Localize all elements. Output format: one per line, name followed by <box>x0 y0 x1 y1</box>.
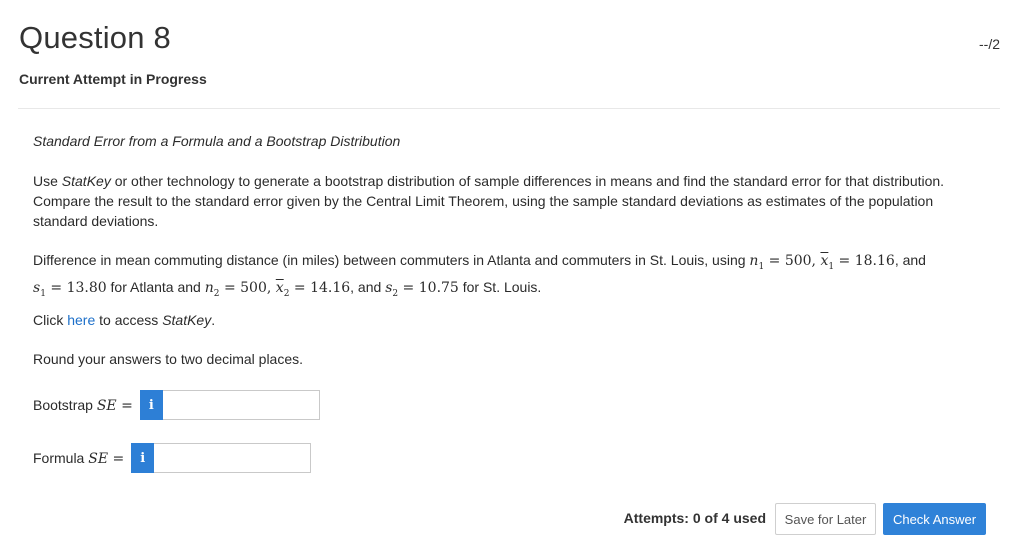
atlanta-mean-subscript: 1 <box>828 261 835 272</box>
and-text: , and <box>894 252 926 268</box>
instructions-text-2: or other technology to generate a bootstrap distribution of sample differences in means and find the standard error for that distribution. Compare the result to the standard error given by the Central Limit Theorem, using the sample standard deviations as estimates of the population standard deviations. <box>33 173 945 229</box>
atlanta-sd-value: 13.80 <box>66 279 107 296</box>
stlouis-sd-subscript: 2 <box>392 288 399 299</box>
stlouis-n-value: 500 <box>240 279 267 296</box>
stlouis-sd-symbol: s <box>385 279 393 296</box>
click-end: . <box>211 312 216 328</box>
info-icon[interactable]: i <box>140 390 163 420</box>
instructions-paragraph <box>33 171 968 231</box>
problem-intro: Difference in mean commuting distance (in miles) between commuters in Atlanta and commuters in St. Louis, using <box>33 252 750 268</box>
for-atlanta-text: for Atlanta and <box>106 278 205 295</box>
statkey-link-paragraph <box>33 310 215 330</box>
header-divider <box>18 108 1000 109</box>
stlouis-n-symbol: n <box>204 279 214 296</box>
and-short-text: , and <box>350 278 386 295</box>
bootstrap-se-input[interactable] <box>163 390 320 420</box>
formula-se-row <box>33 443 311 473</box>
info-icon[interactable]: i <box>131 443 154 473</box>
question-title: Question 8 <box>19 20 171 55</box>
instructions-text-1: Use <box>33 173 62 189</box>
attempts-counter: Attempts: 0 of 4 used <box>623 510 766 526</box>
bootstrap-se-label: Bootstrap SE = <box>33 396 133 414</box>
click-suffix: to access <box>95 312 163 328</box>
question-subtitle: Standard Error from a Formula and a Bootstrap Distribution <box>33 133 401 149</box>
click-prefix: Click <box>33 312 68 328</box>
stlouis-sd-value: 10.75 <box>418 279 459 296</box>
question-body <box>33 131 973 367</box>
attempt-status: Current Attempt in Progress <box>19 71 207 87</box>
atlanta-n-subscript: 1 <box>758 261 765 272</box>
problem-paragraph: Difference in mean commuting distance (in miles) between commuters in Atlanta and commuters in St. Louis, using $n_1 = 500$, $\overline{x}_1 = 18.16$, and $s_1 = 13.80$ for Atlanta and $n_2 = 500$, $\overline{x}_2 = 14.16$, and $s_2 = 10.75$ for St. Louis. <box>33 252 926 299</box>
atlanta-n-value: 500 <box>784 253 812 269</box>
atlanta-sd-symbol: s <box>33 279 41 296</box>
bootstrap-se-row <box>33 390 320 420</box>
statkey-name: StatKey <box>61 173 111 189</box>
formula-se-input[interactable] <box>154 443 311 473</box>
stlouis-mean-subscript: 2 <box>283 288 290 299</box>
question-score: --/2 <box>979 36 1000 52</box>
atlanta-mean-symbol: $\overline{x}$ <box>820 253 829 269</box>
atlanta-n-symbol: n <box>749 253 759 269</box>
stlouis-mean-symbol: $\overline{x}$ <box>275 279 284 296</box>
atlanta-sd-subscript: 1 <box>40 288 46 299</box>
stlouis-n-subscript: 2 <box>213 288 220 299</box>
click-statkey-name: StatKey <box>162 312 212 328</box>
rounding-instruction: Round your answers to two decimal places. <box>33 351 304 367</box>
stlouis-mean-value: 14.16 <box>310 279 351 296</box>
atlanta-mean-value: 18.16 <box>854 253 895 269</box>
for-stlouis-text: for St. Louis. <box>458 278 542 295</box>
save-for-later-button[interactable]: Save for Later <box>775 503 876 535</box>
statkey-here-link[interactable]: here <box>67 312 96 328</box>
check-answer-button[interactable]: Check Answer <box>883 503 986 535</box>
formula-se-label: Formula SE = <box>33 449 125 467</box>
